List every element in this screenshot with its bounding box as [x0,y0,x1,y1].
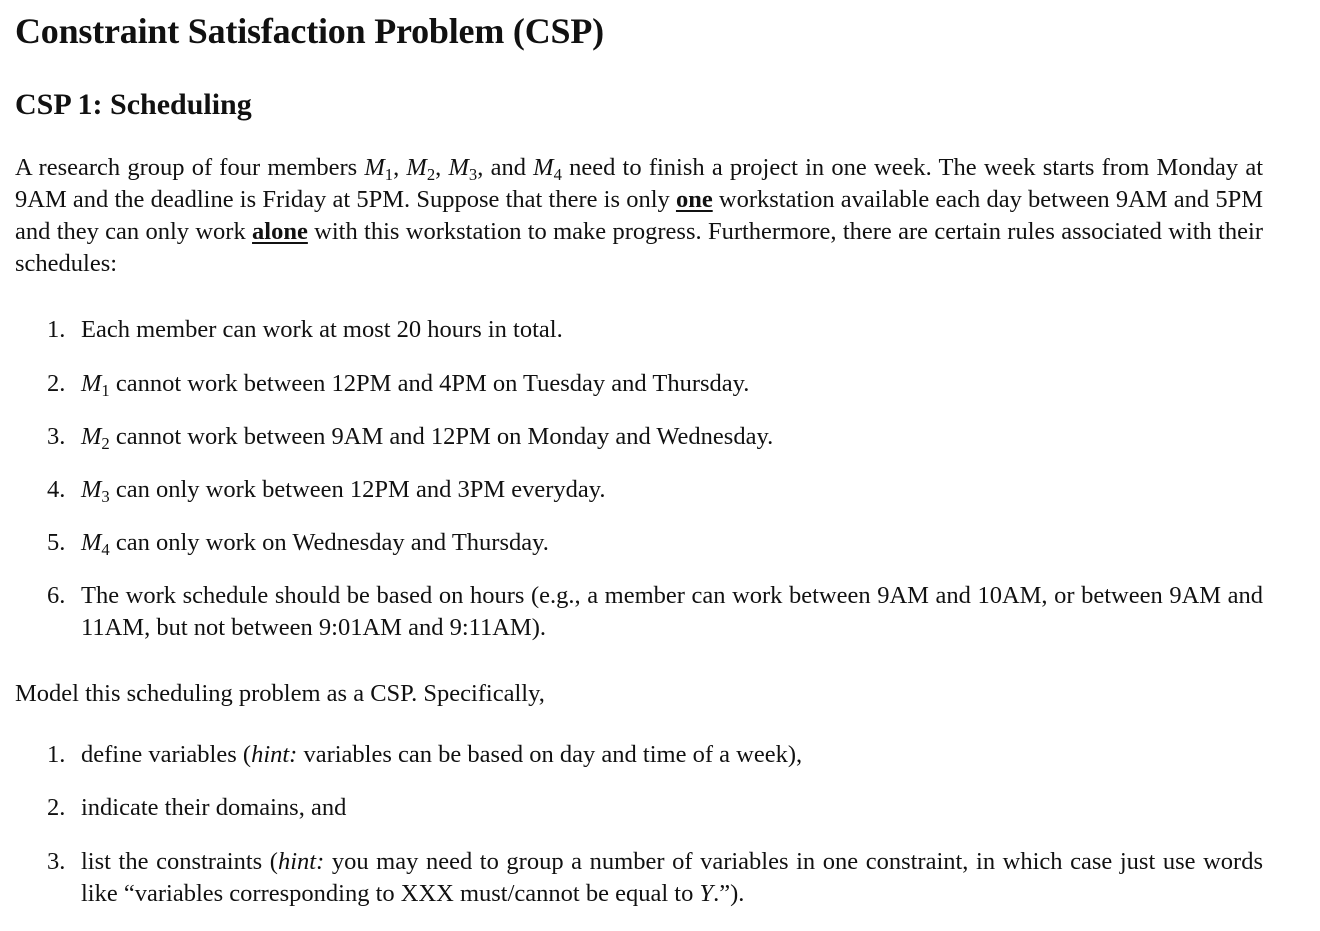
task-item [47,846,1263,910]
member-letter: M [81,529,102,556]
rule-text [81,421,1263,453]
member-var [81,476,110,506]
task-text: indicate their domains, and [81,794,347,821]
list-number: 1. [47,316,66,343]
member-sub: 1 [384,164,394,184]
rule-item [47,368,1263,400]
member-sub: 2 [426,164,436,184]
member-var [81,423,110,453]
rule-text [81,527,1263,559]
intro-text: with this workstation to make progress. Furthermore, there are certain rules associated with their schedules: [15,218,1264,277]
task-item [47,739,1263,771]
intro-text: workstation available each day between 9AM and 5PM and they can only work [15,186,1263,245]
member-sub: 3 [101,486,110,506]
member-letter: M [81,476,102,503]
rule-item [47,314,1263,346]
rule-body: cannot work between 9AM and 12PM on Monday and Wednesday. [109,423,774,450]
member-var: M [533,154,554,181]
member-var: M [448,154,469,181]
intro-text: , and [477,154,534,181]
rule-item [47,580,1263,644]
member-m2 [406,154,436,184]
task-item [47,792,1263,824]
list-number: 3. [47,423,66,450]
task-body: variables can be based on day and time of a week), [297,741,803,768]
member-var: M [364,154,385,181]
member-m4 [533,154,562,184]
rule-text [81,474,1263,506]
task-text [81,846,1263,910]
rule-item [47,474,1263,506]
emphasis-alone: alone [252,218,308,245]
member-letter: M [81,370,102,397]
list-number: 3. [47,848,66,875]
rule-item [47,527,1263,559]
section-heading: CSP 1: Scheduling [15,88,252,121]
list-number: 2. [47,794,66,821]
intro-text: , [435,154,449,181]
list-number: 1. [47,741,66,768]
list-number: 2. [47,370,66,397]
rule-text [81,368,1263,400]
intro-paragraph [15,152,1263,280]
rule-body: can only work on Wednesday and Thursday. [109,529,549,556]
member-var [81,370,110,400]
task-text [81,739,1263,771]
hint-label: hint: [251,741,298,768]
task-body: .”). [713,880,745,907]
task-body: list the constraints ( [81,848,278,875]
rule-text: Each member can work at most 20 hours in total. [81,316,563,343]
member-var [81,529,110,559]
intro-text: A research group of four members [15,154,365,181]
member-sub: 3 [468,164,478,184]
member-sub: 2 [101,433,110,453]
member-m1 [364,154,394,184]
member-sub: 4 [101,539,110,559]
member-letter: M [81,423,102,450]
task-body: you may need to group a number of variables in one constraint, in which case just use words like “variables corresponding to XXX must/cannot be equal to [81,848,1263,907]
intro-text: need to finish a project in one week. The week starts from Monday at 9AM and the deadline is Friday at 5PM. Suppose that there is only [15,154,1263,213]
model-intro: Model this scheduling problem as a CSP. Specifically, [15,680,545,707]
rule-body: can only work between 12PM and 3PM everyday. [109,476,606,503]
intro-text: , [393,154,407,181]
page-title: Constraint Satisfaction Problem (CSP) [15,11,604,51]
variable-y: Y [699,880,714,907]
task-body: define variables ( [81,741,252,768]
member-sub: 4 [553,164,562,184]
rule-text: The work schedule should be based on hours (e.g., a member can work between 9AM and 10AM, or between 9AM and 11AM, but not between 9:01AM and 9:11AM). [81,582,1263,641]
member-m3 [448,154,478,184]
list-number: 4. [47,476,66,503]
rule-item [47,421,1263,453]
list-number: 5. [47,529,66,556]
member-sub: 1 [101,380,110,400]
member-var: M [406,154,427,181]
emphasis-one: one [675,186,713,213]
hint-label: hint: [277,848,325,875]
list-number: 6. [47,582,66,609]
rule-body: cannot work between 12PM and 4PM on Tuesday and Thursday. [109,370,750,397]
